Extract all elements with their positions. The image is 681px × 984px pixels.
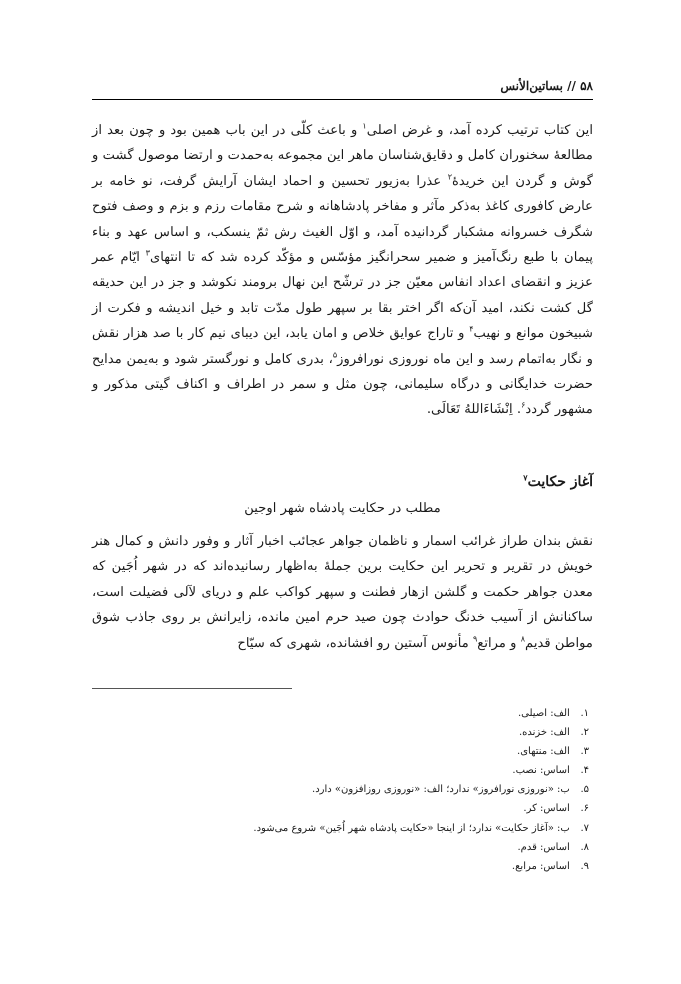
book-page (92, 0, 593, 984)
footnote-marker: ۱ (362, 121, 367, 131)
footnote-item (253, 742, 589, 761)
intro-text: این کتاب ترتیب کرده آمد، و غرض اصلی (366, 123, 593, 138)
intro-text: عذرا به‌زیور تحسین و احماد ایشان آرایش گرفت، نو خامه بر عارض کافوری کاغذ به‌ذکر مآثر و مفاخر پادشاهانه و شرح مقامات رزم و بزم و وصف فتوح شگرف خسروانه مشکبار گردانیده آمد، و اوّل الغیث رش ثمّ ینسکب، و اساس عهد و بناء پیمان با طبع رنگ‌آمیز و ضمیر سحرانگیز مؤسّس و مؤکّد کرده شد که تا انتهای (92, 173, 594, 266)
footnote-text: الف: خزنده. (518, 727, 570, 739)
footnote-marker: ۴ (469, 324, 474, 334)
footnote-number: ۶. (580, 803, 589, 815)
footnote-number: ۳. (580, 746, 589, 758)
footnote-marker: ۳ (145, 248, 150, 258)
intro-text: ، بدری کامل و نورگستر شود و به‌یمن مدایح حضرت خدایگانی و درگاه سلیمانی، چون مثل و سمر در اطراف و اکناف گیتی مذکور و مشهور گردد (92, 351, 593, 418)
section-heading (523, 474, 593, 490)
intro-paragraph (92, 118, 593, 423)
footnote-item (253, 704, 589, 723)
footnote-marker: ۶ (521, 401, 526, 411)
footnote-item (253, 819, 589, 838)
footnote-text: ب: «آغاز حکایت» ندارد؛ از اینجا «حکایت پادشاه شهر اُجَین» شروع می‌شود. (253, 822, 570, 834)
section-heading-text: آغاز حکایت (527, 474, 593, 490)
running-head: ۵۸ // بساتین‌الأنس (500, 79, 593, 93)
footnotes-list (253, 704, 589, 876)
footnote-text: اساس: نصب. (512, 765, 570, 777)
footnote-number: ۴. (580, 765, 589, 777)
footnote-marker: ۲ (447, 172, 453, 182)
footnote-item (253, 723, 589, 742)
intro-text: و تاراج عوایق خلاص و امان یابد، این دیبای نیم کار با صد هزار نقش و نگار به‌اتمام رسد و این ماه نوروزی نورافروز (92, 326, 593, 367)
footnote-text: اساس: کر. (523, 803, 570, 815)
footnote-text: ب: «نوروزی نورافروز» ندارد؛ الف: «نوروزی روزافزون» دارد. (312, 784, 570, 796)
footnote-item (253, 761, 589, 780)
footnote-item (253, 857, 589, 876)
footnote-item (253, 780, 589, 799)
footnote-number: ۱. (580, 708, 589, 719)
footnote-number: ۷. (580, 822, 589, 834)
footnote-item (253, 838, 589, 857)
intro-text: و باعث کلّی در این باب همین بود و چون بعد از مطالعهٔ سخنوران کامل و دقایق‌شناسان ماهر این مجموعه به‌حمدت و ارتضا موصول گشت و گوش و گردن این خریدهٔ (92, 123, 593, 189)
section-text: مأنوس آستین رو افشانده، شهری که سیّاح (237, 635, 473, 651)
section-paragraph (92, 529, 593, 656)
footnote-number: ۵. (580, 784, 589, 796)
footnote-number: ۲. (580, 727, 589, 739)
footnote-text: اساس: قدم. (517, 841, 570, 853)
section-text: نقش بندان طراز غرائب اسمار و ناظمان جواهر عجائب اخبار آثار و وفور دانش و کمال هنر خویش در تقریر و تحریر این حکایت برین جملهٔ به‌اظهار رسانیده‌اند که در شهر اُجَین که معدن جواهر حکمت و گلشن ازهار فطنت و سپهر کواکب علم و دریای لآلی فضیلت است، ساکنانش از آسیب خدنگ حوادث چون صید حرم امین مانده، زایرانش بر روی جاذب شوق مواطن قدیم (92, 534, 593, 651)
footnote-marker: ۸ (520, 634, 526, 644)
footnote-marker: ۵ (332, 350, 338, 360)
footnote-text: الف: اصیلی. (517, 708, 570, 719)
footnote-text: اساس: مرابع. (511, 860, 570, 872)
footnote-item (253, 799, 589, 818)
intro-text: . اِنْشَاءَاللهُ تَعَالَی. (426, 402, 522, 418)
header-rule (92, 99, 593, 100)
footnote-number: ۹. (580, 860, 589, 872)
section-text: و مراتع (477, 635, 521, 651)
footnote-number: ۸. (580, 841, 589, 853)
footnote-marker: ۹ (473, 634, 478, 644)
section-subheading: مطلب در حکایت پادشاه شهر اوجین (244, 501, 441, 516)
footnote-rule (92, 688, 292, 689)
intro-text: ایّام عمر عزیز و انقضای اعداد انفاس معیّن جز در ترشّح این نهال برومند نکوشد و جز در این حدیقه گل کشت نکند، امید آن‌که اگر اختر بقا بر سپهر طول مدّت تابد و خیل اندیشه و فکرت از شبیخون موانع و نهیب (92, 250, 593, 342)
footnote-text: الف: منتهای. (517, 746, 570, 758)
footnote-marker: ۷ (523, 472, 528, 483)
